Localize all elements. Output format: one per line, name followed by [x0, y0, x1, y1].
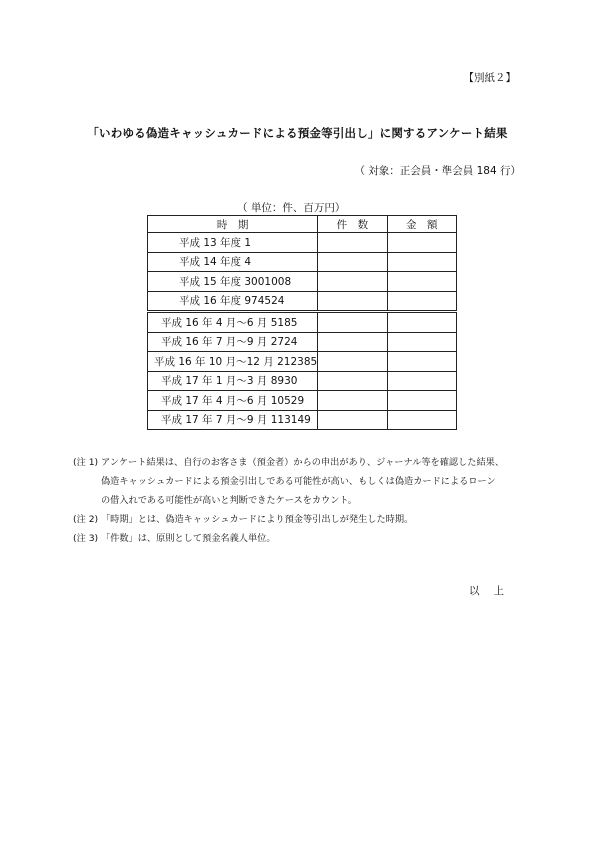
- header-period: 時 期: [148, 216, 318, 233]
- notes-section: [73, 453, 543, 548]
- note-tag: (注 1): [73, 457, 99, 468]
- table-row: [148, 252, 457, 272]
- row-amount: [387, 332, 456, 352]
- table-row: [148, 272, 457, 292]
- row-count: [318, 291, 387, 312]
- note-text: 「時期」とは、偽造キャッシュカードにより預金等引出しが発生した時期。: [101, 514, 414, 525]
- row-count: [318, 312, 387, 333]
- row-period: 平成 15 年度 3001008: [148, 272, 318, 292]
- row-period: 平成 16 年 10 月～12 月 212385: [148, 352, 318, 372]
- row-amount: [387, 272, 456, 292]
- table-row: [148, 312, 457, 333]
- header-amount: 金 額: [387, 216, 456, 233]
- row-amount: [387, 371, 456, 391]
- note-text: 「件数」は、原則として預金名義人単位。: [101, 533, 276, 544]
- row-amount: [387, 312, 456, 333]
- row-count: [318, 332, 387, 352]
- row-count: [318, 252, 387, 272]
- row-period: 平成 16 年 4 月～6 月 5185: [148, 312, 318, 333]
- note-2: [73, 510, 543, 529]
- row-count: [318, 391, 387, 411]
- survey-target: （ 対象：正会員・準会員 184 行）: [354, 165, 521, 177]
- note-tag: (注 2): [73, 514, 99, 525]
- row-amount: [387, 233, 456, 253]
- header-count: 件 数: [318, 216, 387, 233]
- row-period: 平成 17 年 4 月～6 月 10529: [148, 391, 318, 411]
- results-table: [147, 215, 457, 430]
- row-period: 平成 17 年 1 月～3 月 8930: [148, 371, 318, 391]
- row-period: 平成 14 年度 4: [148, 252, 318, 272]
- unit-label: （ 単位：件、百万円）: [237, 202, 346, 214]
- table-row: [148, 291, 457, 312]
- table-row: [148, 371, 457, 391]
- row-count: [318, 371, 387, 391]
- row-count: [318, 410, 387, 430]
- row-period: 平成 16 年 7 月～9 月 2724: [148, 332, 318, 352]
- note-3: [73, 529, 543, 548]
- table-row: [148, 410, 457, 430]
- note-text: 偽造キャッシュカードによる預金引出しである可能性が高い、もしくは偽造カードによるローン: [101, 476, 496, 487]
- row-period: 平成 17 年 7 月～9 月 113149: [148, 410, 318, 430]
- note-text: の借入れである可能性が高いと判断できたケースをカウント。: [101, 495, 357, 506]
- table-header-row: [148, 216, 457, 233]
- attachment-label: 【別紙２】: [463, 72, 516, 84]
- row-count: [318, 233, 387, 253]
- table-row: [148, 352, 457, 372]
- row-amount: [387, 352, 456, 372]
- closing-mark: 以上: [469, 585, 518, 597]
- note-1: [73, 453, 543, 510]
- table-row: [148, 391, 457, 411]
- row-period: 平成 16 年度 974524: [148, 291, 318, 312]
- row-amount: [387, 252, 456, 272]
- row-amount: [387, 391, 456, 411]
- row-period: 平成 13 年度 1: [148, 233, 318, 253]
- row-amount: [387, 291, 456, 312]
- document-title: 「いわゆる偽造キャッシュカードによる預金等引出し」に関するアンケート結果: [87, 126, 508, 140]
- row-count: [318, 352, 387, 372]
- row-count: [318, 272, 387, 292]
- row-amount: [387, 410, 456, 430]
- note-tag: (注 3): [73, 533, 99, 544]
- table-row: [148, 332, 457, 352]
- table-row: [148, 233, 457, 253]
- note-text: アンケート結果は、自行のお客さま（預金者）からの申出があり、ジャーナル等を確認した結果、: [101, 457, 505, 468]
